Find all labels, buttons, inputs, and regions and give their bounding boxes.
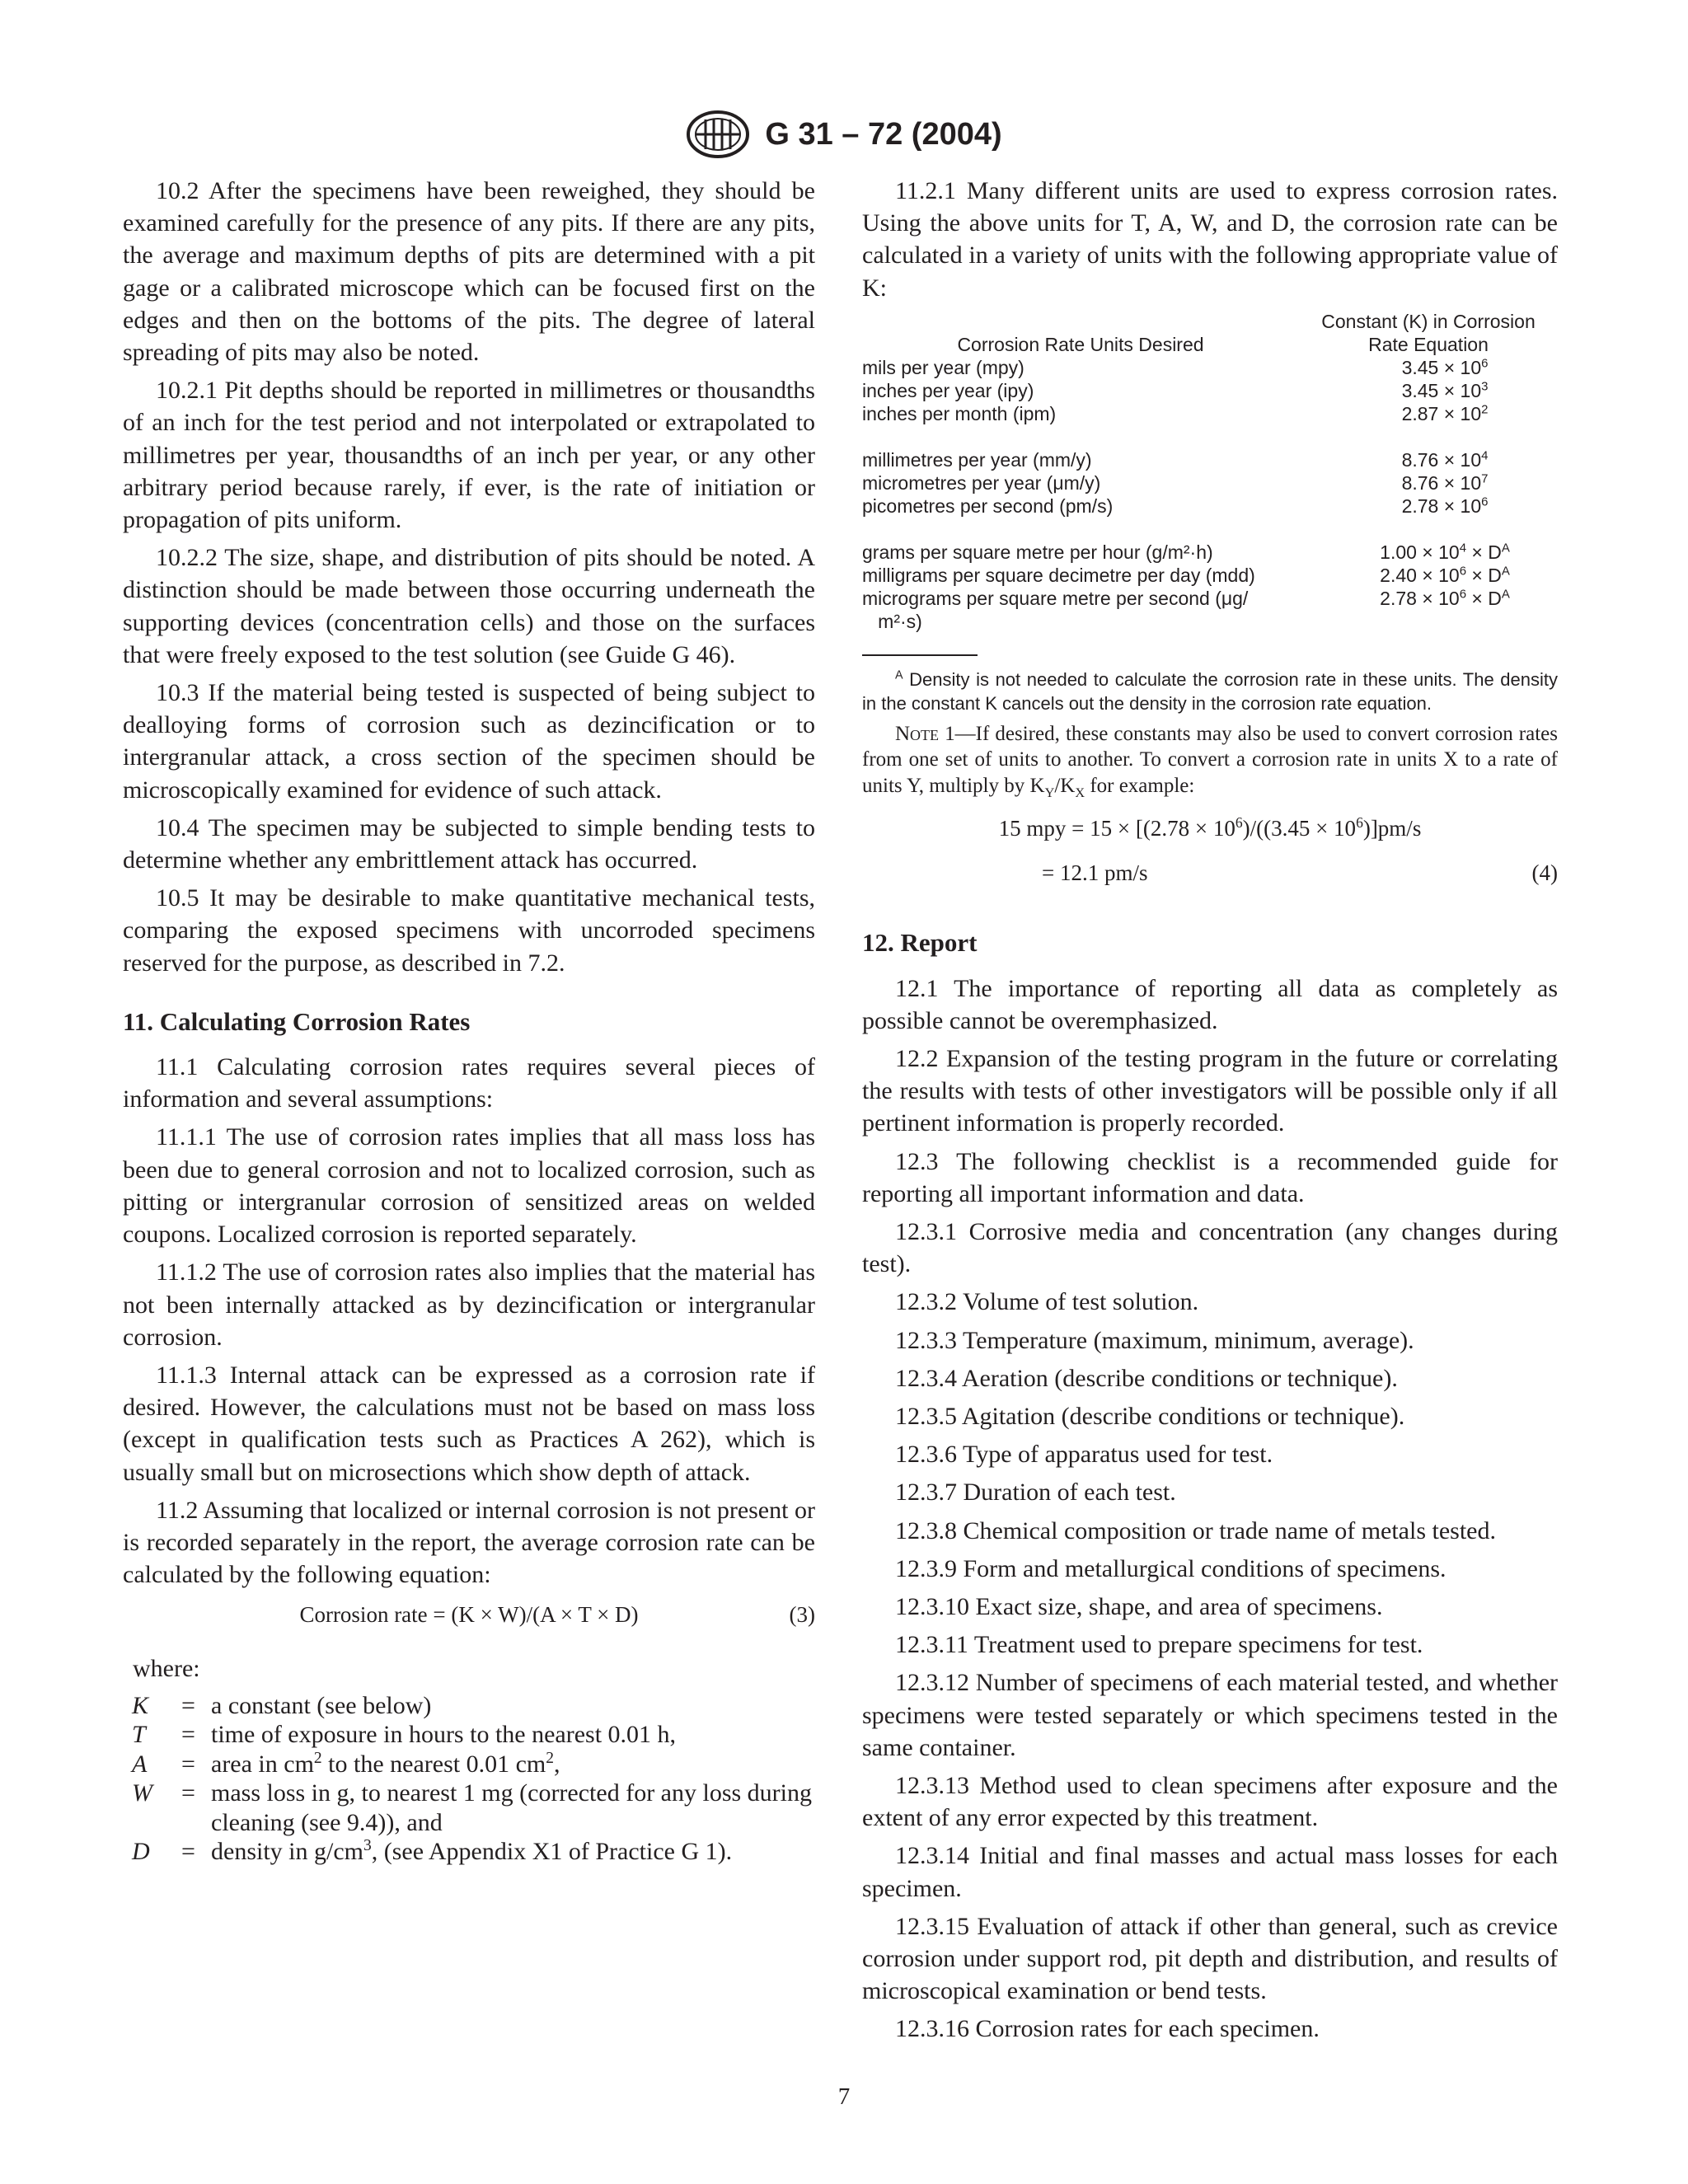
variable-k: [132, 1691, 815, 1721]
checklist-item: 12.3.6 Type of apparatus used for test.: [895, 1441, 1273, 1469]
checklist-item: 12.3.15 Evaluation of attack if other than general, such as crevice corrosion under support rod, pit depth and distribution, and results of microscopical examination or bend tests.: [862, 1912, 1558, 2005]
equation-4-line-1: [862, 804, 1558, 852]
unit-cell: inches per month (ipm): [862, 402, 1057, 424]
checklist-item: 12.3.16 Corrosion rates for each specimen.: [895, 2015, 1320, 2043]
table-row: [862, 379, 1558, 402]
table-row: [862, 494, 1558, 518]
equals-sign: =: [181, 1779, 195, 1807]
equation-3-expression: Corrosion rate = (K × W)/(A × T × D): [299, 1602, 639, 1628]
variable-t: [132, 1720, 815, 1750]
variable-symbol: W: [132, 1779, 152, 1807]
variable-description: time of exposure in hours to the nearest 0.01 h,: [211, 1721, 677, 1749]
constant-cell: $2.40 \times 10^6 \times D^A$: [1380, 564, 1510, 586]
constant-cell: $1.00 \times 10^4 \times D^A$: [1380, 541, 1510, 563]
paragraph-10-5: 10.5 It may be desirable to make quantitative mechanical tests, comparing the exposed specimens with uncorroded specimens reserved for the purpose, as described in 7.2.: [123, 884, 815, 977]
paragraph-11-1: 11.1 Calculating corrosion rates requires several pieces of information and several assumptions:: [123, 1053, 815, 1113]
table-row: [862, 356, 1558, 379]
unit-cell: micrometres per year (μm/y): [862, 471, 1101, 494]
checklist-item: 12.3.5 Agitation (describe conditions or technique).: [895, 1402, 1405, 1430]
unit-cell: inches per year (ipy): [862, 379, 1034, 401]
paragraph-10-3: 10.3 If the material being tested is suspected of being subject to dealloying forms of corrosion such as dezincification or to intergranular attack, a cross section of the specimen should be microscopically examined for evidence of such attack.: [123, 679, 815, 804]
table-header: [862, 310, 1558, 356]
where-label: where:: [133, 1655, 200, 1683]
paragraph-11-2: 11.2 Assuming that localized or internal corrosion is not present or is recorded separately in the report, the average corrosion rate can be calculated by the following equation:: [123, 1496, 815, 1589]
table-gap: [862, 425, 1558, 448]
table-footnote: $^A$ Density is not needed to calculate the corrosion rate in these units. The density in the constant K cancels out the density in the corrosion rate equation.: [862, 668, 1558, 714]
checklist-item: 12.3.11 Treatment used to prepare specimens for test.: [895, 1631, 1423, 1659]
paragraph-11-1-3: 11.1.3 Internal attack can be expressed as a corrosion rate if desired. However, the calculations must not be based on mass loss (except in qualification tests such as Practices A 262), which is usually small but on microsections which show depth of attack.: [123, 1361, 815, 1486]
unit-cell: millimetres per year (mm/y): [862, 448, 1092, 471]
constant-cell: $2.78 \times 10^6$: [1401, 494, 1489, 517]
paragraph-11-1-2: 11.1.2 The use of corrosion rates also implies that the material has not been internally attacked as by dezincification or intergranular corrosion.: [123, 1258, 815, 1351]
variable-symbol: T: [132, 1721, 146, 1749]
checklist-item: 12.3.12 Number of specimens of each material tested, and whether specimens were tested separately or which specimens tested in the same container.: [862, 1669, 1558, 1761]
section-heading-11: 11. Calculating Corrosion Rates: [123, 1006, 471, 1036]
equals-sign: =: [181, 1838, 195, 1866]
right-column: [862, 175, 1558, 2051]
checklist-item: 12.3.13 Method used to clean specimens after exposure and the extent of any error expected by this treatment.: [862, 1771, 1558, 1832]
variable-d: [132, 1837, 815, 1867]
variable-description: area in $cm^2$ to the nearest 0.01 $cm^2$,: [211, 1749, 560, 1778]
page-number: 7: [837, 2083, 851, 2110]
table-row: [862, 564, 1558, 587]
paragraph-12-2: 12.2 Expansion of the testing program in the future or correlating the results with tests of other investigators will be possible only if all pertinent information is properly recorded.: [862, 1044, 1558, 1137]
constant-cell: $3.45 \times 10^6$: [1401, 356, 1489, 378]
equation-4-number: (4): [1531, 860, 1558, 886]
variable-definitions: [123, 1652, 815, 1866]
checklist-item: 12.3.8 Chemical composition or trade name of metals tested.: [895, 1516, 1496, 1544]
column-header-units: Corrosion Rate Units Desired: [957, 333, 1204, 355]
unit-cell: mils per year (mpy): [862, 356, 1025, 378]
paragraph-10-2-2: 10.2.2 The size, shape, and distribution of pits should be noted. A distinction should be made between those occurring underneath the supporting devices (concentration cells) and those on the surfaces that were freely exposed to the test solution (see Guide G 46).: [123, 544, 815, 668]
variable-description: density in $g/cm^3$, (see Appendix X1 of Practice G 1).: [211, 1837, 733, 1866]
checklist-item: 12.3.4 Aeration (describe conditions or technique).: [895, 1364, 1398, 1392]
variable-symbol: A: [132, 1750, 148, 1778]
checklist-item: 12.3.1 Corrosive media and concentration (any changes during test).: [862, 1217, 1558, 1278]
equation-4-line-2: [862, 852, 1558, 900]
table-gap: [862, 518, 1558, 541]
checklist-item: 12.3.7 Duration of each test.: [895, 1479, 1176, 1507]
equation-4-expression: 15 mpy = $15 \times [(2.78 \times 10^6)/((3.45 \times 10^6)]pm/s$: [998, 814, 1422, 841]
unit-cell: picometres per second (pm/s): [862, 494, 1114, 517]
paragraph-10-4: 10.4 The specimen may be subjected to simple bending tests to determine whether any embrittlement attack has occurred.: [123, 813, 815, 874]
standard-designation: G 31 – 72 (2004): [765, 116, 1002, 152]
equation-4-result: = 12.1 pm/s: [1042, 860, 1148, 886]
constant-cell: $8.76 \times 10^7$: [1401, 471, 1489, 494]
paragraph-10-2-1: 10.2.1 Pit depths should be reported in millimetres or thousandths of an inch for the test period and not interpolated or extrapolated to millimetres per year, thousandths of an inch per year, or any other arbitrary period because rarely, if ever, is the rate of initiation or propagation of pits uniform.: [123, 377, 815, 534]
page-header: [0, 110, 1688, 159]
checklist-item: 12.3.10 Exact size, shape, and area of specimens.: [895, 1592, 1383, 1620]
table-row: [862, 402, 1558, 425]
note-1: Note 1—If desired, these constants may also be used to convert corrosion rates from one set of units to another. To convert a corrosion rate in units X to a rate of units Y, multiply by $K_Y/K_X$ for example:: [862, 722, 1559, 800]
paragraph-11-1-1: 11.1.1 The use of corrosion rates implies that all mass loss has been due to general corrosion and not to localized corrosion, such as pitting or intergranular corrosion of sensitized areas on welded coupons. Localized corrosion is reported separately.: [123, 1123, 815, 1249]
checklist-item: 12.3.3 Temperature (maximum, minimum, average).: [895, 1326, 1414, 1354]
section-heading-12: 12. Report: [862, 928, 978, 958]
paragraph-12-1: 12.1 The importance of reporting all data as completely as possible cannot be overemphasized.: [862, 974, 1558, 1034]
note-label: Note 1: [895, 722, 955, 745]
column-header-constant: Constant (K) in Corrosion Rate Equation: [1321, 310, 1536, 355]
corrosion-constant-table: [862, 310, 1558, 633]
constant-cell: $2.78 \times 10^6 \times D^A$: [1380, 587, 1510, 609]
constant-cell: $2.87 \times 10^2$: [1401, 402, 1489, 424]
variable-a: [132, 1750, 815, 1779]
variable-w: [132, 1779, 815, 1837]
variable-description: mass loss in g, to nearest 1 mg (corrected for any loss during cleaning (see 9.4)), and: [211, 1779, 813, 1836]
paragraph-10-2: 10.2 After the specimens have been reweighed, they should be examined carefully for the presence of any pits. If there are any pits, the average and maximum depths of pits are determined with a pit gage or a calibrated microscope which can be focused first on the edges and then on the bottoms of the pits. The degree of lateral spreading of pits may also be noted.: [123, 177, 815, 367]
equals-sign: =: [181, 1721, 195, 1749]
variable-symbol: K: [132, 1691, 149, 1719]
checklist-item: 12.3.9 Form and metallurgical conditions of specimens.: [895, 1554, 1447, 1582]
paragraph-12-3: 12.3 The following checklist is a recommended guide for reporting all important information and data.: [862, 1147, 1558, 1207]
constant-cell: $3.45 \times 10^3$: [1401, 379, 1489, 401]
variable-description: a constant (see below): [211, 1691, 432, 1719]
equals-sign: =: [181, 1691, 195, 1719]
equals-sign: =: [181, 1750, 195, 1778]
equation-3: [123, 1596, 815, 1633]
paragraph-11-2-1: 11.2.1 Many different units are used to express corrosion rates. Using the above units for T, A, W, and D, the corrosion rate can be calculated in a variety of units with the following appropriate value of K:: [862, 177, 1558, 302]
equation-3-number: (3): [789, 1602, 815, 1628]
constant-cell: $8.76 \times 10^4$: [1401, 448, 1489, 471]
unit-cell: micrograms per square metre per second (μg/ m²·s): [862, 587, 1249, 632]
left-column: [123, 175, 815, 1867]
footnote-divider: [862, 654, 978, 656]
unit-cell: grams per square metre per hour (g/m²·h): [862, 541, 1213, 563]
unit-cell: milligrams per square decimetre per day (mdd): [862, 564, 1255, 586]
table-row: [862, 448, 1558, 471]
astm-logo-icon: [686, 110, 750, 159]
checklist-item: 12.3.14 Initial and final masses and actual mass losses for each specimen.: [862, 1842, 1558, 1902]
table-row: [862, 587, 1558, 633]
checklist-item: 12.3.2 Volume of test solution.: [895, 1288, 1199, 1316]
table-row: [862, 471, 1558, 494]
variable-symbol: D: [132, 1838, 150, 1866]
table-row: [862, 541, 1558, 564]
